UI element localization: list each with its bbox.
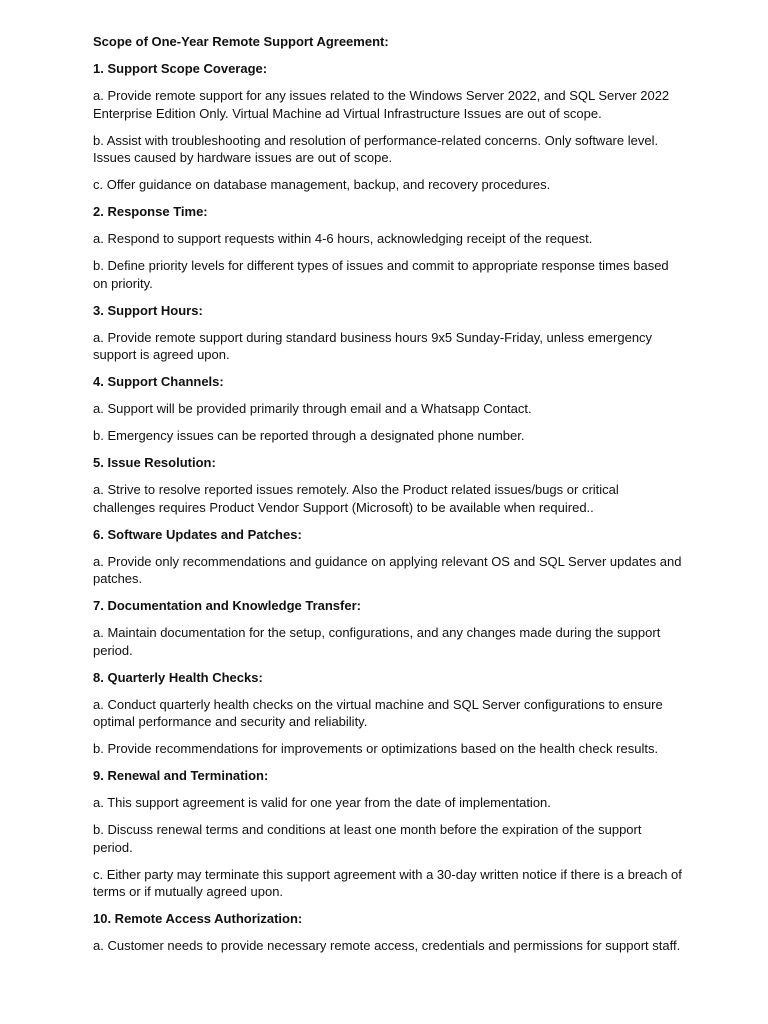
section-item: c. Either party may terminate this support agreement with a 30-day written notice if there is a breach of terms or if mutually agreed upon. [93,866,682,899]
section-heading: 10. Remote Access Authorization: [93,911,303,926]
section-heading: 2. Response Time: [93,204,208,219]
section-item: a. Provide only recommendations and guidance on applying relevant OS and SQL Server updates and patches. [93,553,682,586]
section-health-checks [93,669,683,758]
section-response-time [93,203,683,292]
section-heading: 7. Documentation and Knowledge Transfer: [93,598,361,613]
agreement-document [93,33,683,964]
section-item: b. Assist with troubleshooting and resolution of performance-related concerns. Only software level. Issues caused by hardware issues are out of scope. [93,132,659,165]
section-item: a. Maintain documentation for the setup, configurations, and any changes made during the support period. [93,625,661,658]
section-item: a. Support will be provided primarily through email and a Whatsapp Contact. [93,401,532,416]
section-issue-resolution [93,454,683,516]
section-item: b. Define priority levels for different types of issues and commit to appropriate response times based on priority. [93,258,669,291]
section-item: b. Emergency issues can be reported through a designated phone number. [93,428,525,443]
section-renewal-termination [93,767,683,901]
section-heading: 4. Support Channels: [93,374,224,389]
section-item: b. Discuss renewal terms and conditions at least one month before the expiration of the support period. [93,822,642,855]
section-item: a. Respond to support requests within 4-6 hours, acknowledging receipt of the request. [93,231,593,246]
section-documentation [93,597,683,659]
section-item: a. Conduct quarterly health checks on the virtual machine and SQL Server configurations to ensure optimal performance and security and reliability. [93,696,663,729]
section-item: a. Strive to resolve reported issues remotely. Also the Product related issues/bugs or critical challenges requires Product Vendor Support (Microsoft) to be available when required.. [93,482,619,515]
section-item: c. Offer guidance on database management, backup, and recovery procedures. [93,177,551,192]
section-heading: 5. Issue Resolution: [93,455,216,470]
section-support-channels [93,373,683,445]
document-title: Scope of One-Year Remote Support Agreement: [93,34,389,49]
section-software-updates [93,526,683,588]
section-item: b. Provide recommendations for improvements or optimizations based on the health check results. [93,741,659,756]
section-item: a. This support agreement is valid for one year from the date of implementation. [93,795,551,810]
section-item: a. Provide remote support during standard business hours 9x5 Sunday-Friday, unless emergency support is agreed upon. [93,329,653,362]
section-support-scope [93,60,683,194]
section-item: a. Customer needs to provide necessary remote access, credentials and permissions for support staff. [93,938,681,953]
section-item: a. Provide remote support for any issues related to the Windows Server 2022, and SQL Server 2022 Enterprise Edition Only. Virtual Machine ad Virtual Infrastructure Issues are out of scope. [93,88,670,121]
section-heading: 6. Software Updates and Patches: [93,526,302,542]
section-support-hours [93,302,683,364]
section-remote-access [93,910,683,955]
section-heading: 3. Support Hours: [93,302,203,318]
section-heading: 1. Support Scope Coverage: [93,61,268,76]
section-heading: 9. Renewal and Termination: [93,768,269,783]
section-heading: 8. Quarterly Health Checks: [93,669,263,685]
